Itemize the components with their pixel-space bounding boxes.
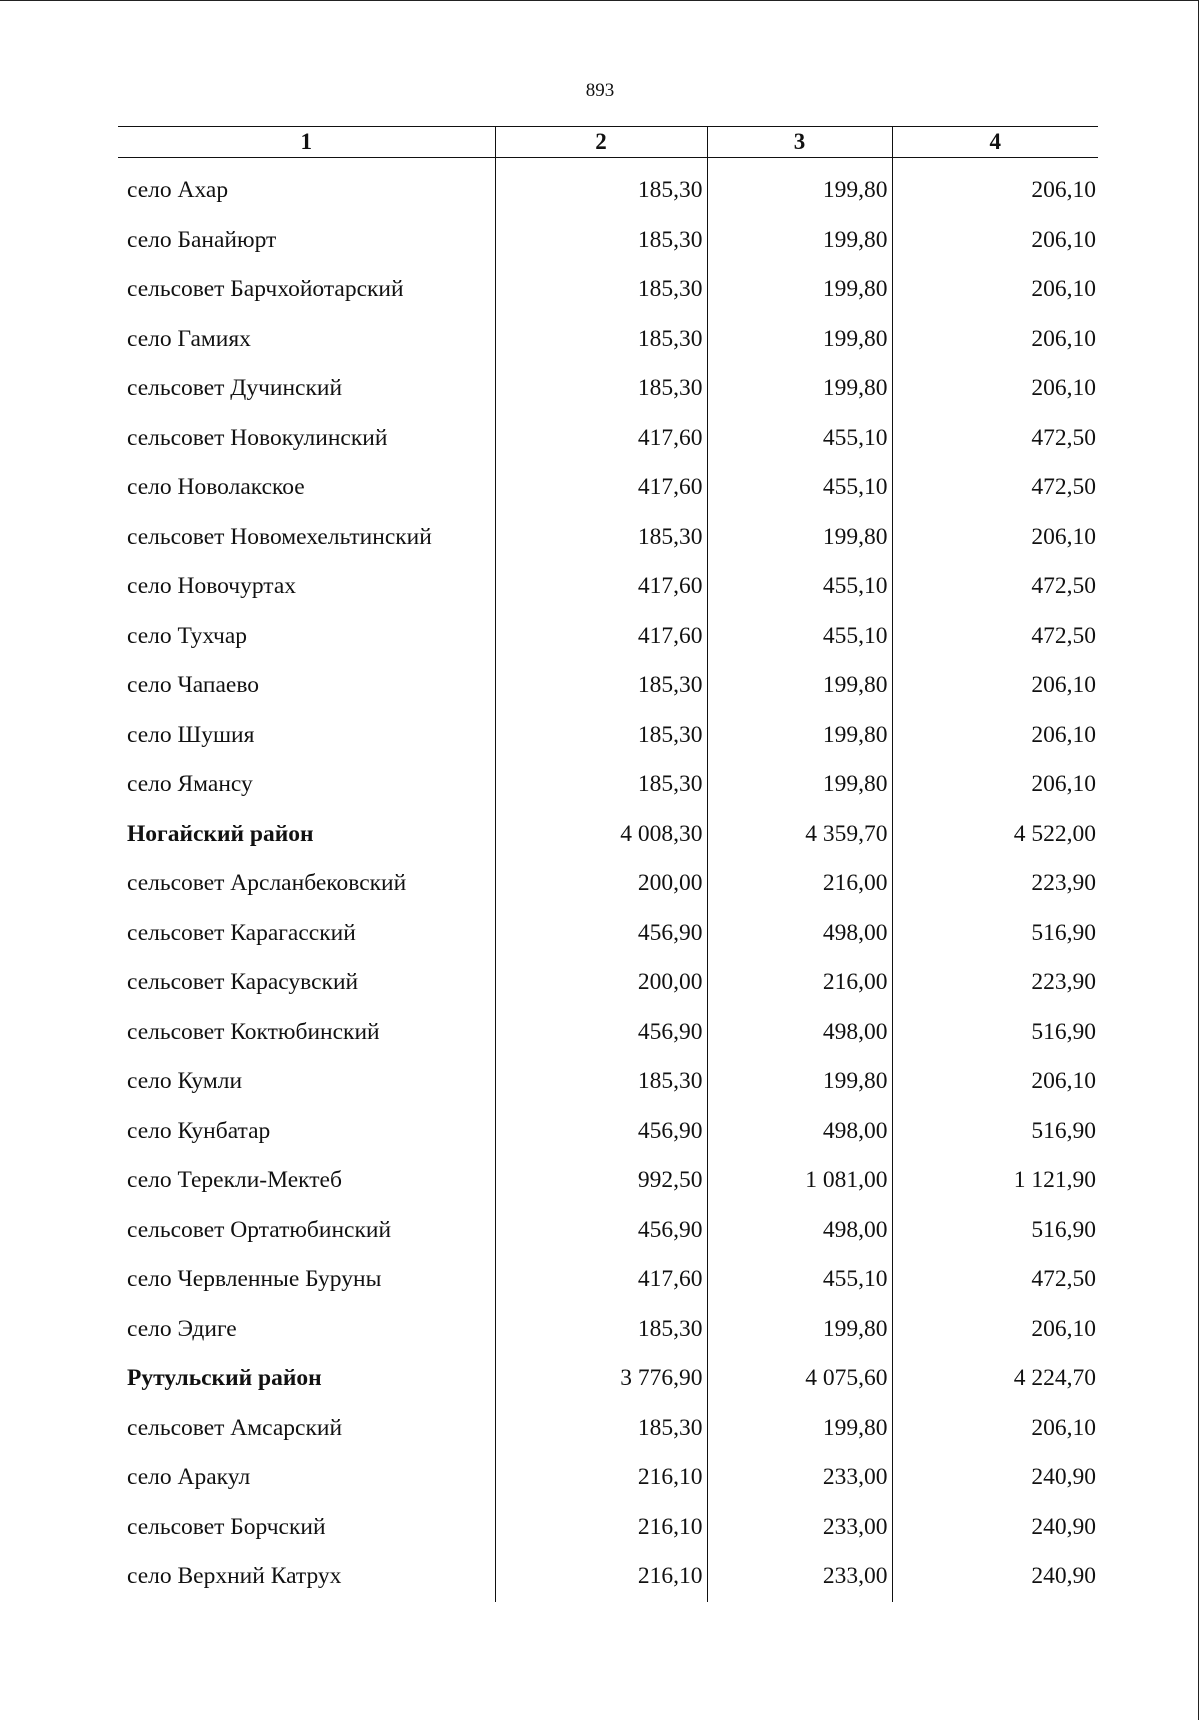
table-row [118, 364, 1098, 414]
row-value-col2: 200,00 [495, 859, 707, 909]
row-value-col2: 456,90 [495, 1008, 707, 1058]
page-number: 893 [585, 80, 615, 101]
row-value-col2: 456,90 [495, 1107, 707, 1157]
table-row [118, 1107, 1098, 1157]
row-name-cell: село Верхний Катрух [127, 1563, 342, 1590]
table-row [118, 1255, 1098, 1305]
row-value-col2: 185,30 [495, 1305, 707, 1355]
table-header-row [118, 127, 1098, 158]
table-body [118, 158, 1098, 1602]
row-value-col2: 3 776,90 [495, 1354, 707, 1404]
row-value-col4: 472,50 [892, 463, 1098, 513]
table-row [118, 513, 1098, 563]
row-value-col4: 206,10 [892, 711, 1098, 761]
row-value-col4: 472,50 [892, 1255, 1098, 1305]
row-value-col3: 199,80 [707, 158, 892, 216]
row-value-col3: 498,00 [707, 1107, 892, 1157]
row-value-col3: 199,80 [707, 315, 892, 365]
row-value-col4: 240,90 [892, 1503, 1098, 1553]
row-name-cell: село Червленные Буруны [127, 1266, 382, 1293]
row-value-col4: 472,50 [892, 414, 1098, 464]
row-value-col3: 216,00 [707, 859, 892, 909]
row-name-cell: село Банайюрт [127, 226, 277, 253]
table-row [118, 1404, 1098, 1454]
row-value-col2: 185,30 [495, 661, 707, 711]
row-value-col2: 185,30 [495, 315, 707, 365]
row-value-col3: 199,80 [707, 1404, 892, 1454]
column-header-4: 4 [892, 127, 1098, 158]
row-value-col3: 455,10 [707, 612, 892, 662]
row-value-col4: 472,50 [892, 612, 1098, 662]
row-name-cell: сельсовет Барчхойотарский [127, 276, 404, 303]
table-row [118, 1305, 1098, 1355]
table-row [118, 909, 1098, 959]
district-row [118, 1354, 1098, 1404]
table-row [118, 265, 1098, 315]
row-value-col2: 216,10 [495, 1552, 707, 1602]
row-name-cell: село Тухчар [127, 622, 248, 649]
table-row [118, 612, 1098, 662]
row-value-col3: 4 075,60 [707, 1354, 892, 1404]
district-row [118, 810, 1098, 860]
row-value-col3: 199,80 [707, 216, 892, 266]
row-value-col3: 199,80 [707, 760, 892, 810]
row-value-col2: 417,60 [495, 1255, 707, 1305]
row-value-col3: 498,00 [707, 909, 892, 959]
table-row [118, 562, 1098, 612]
row-name-cell: село Эдиге [127, 1315, 237, 1342]
row-value-col2: 992,50 [495, 1156, 707, 1206]
row-name-cell: село Кумли [127, 1068, 243, 1095]
data-table-container [118, 126, 1098, 1602]
row-value-col2: 185,30 [495, 1404, 707, 1454]
row-value-col4: 223,90 [892, 859, 1098, 909]
row-value-col3: 199,80 [707, 364, 892, 414]
row-value-col3: 199,80 [707, 711, 892, 761]
row-value-col4: 206,10 [892, 760, 1098, 810]
row-name-cell: сельсовет Новокулинский [127, 424, 388, 451]
row-value-col4: 240,90 [892, 1552, 1098, 1602]
row-name-cell: сельсовет Амсарский [127, 1414, 343, 1441]
row-value-col3: 233,00 [707, 1503, 892, 1553]
table-row [118, 1552, 1098, 1602]
row-value-col2: 185,30 [495, 216, 707, 266]
row-name-cell: Рутульский район [127, 1365, 322, 1392]
row-value-col3: 199,80 [707, 1305, 892, 1355]
row-name-cell: Ногайский район [127, 820, 314, 847]
row-name-cell: сельсовет Дучинский [127, 375, 343, 402]
row-value-col3: 455,10 [707, 562, 892, 612]
row-value-col3: 199,80 [707, 661, 892, 711]
row-value-col2: 185,30 [495, 711, 707, 761]
row-name-cell: сельсовет Новомехельтинский [127, 523, 432, 550]
row-value-col2: 185,30 [495, 364, 707, 414]
table-row [118, 158, 1098, 216]
row-value-col4: 206,10 [892, 1057, 1098, 1107]
row-name-cell: сельсовет Ортатюбинский [127, 1216, 392, 1243]
data-table [118, 126, 1098, 1602]
row-value-col3: 199,80 [707, 513, 892, 563]
table-row [118, 760, 1098, 810]
table-row [118, 315, 1098, 365]
row-value-col4: 206,10 [892, 1305, 1098, 1355]
row-value-col3: 455,10 [707, 414, 892, 464]
row-value-col4: 516,90 [892, 1008, 1098, 1058]
row-value-col4: 206,10 [892, 364, 1098, 414]
table-row [118, 1503, 1098, 1553]
row-value-col4: 516,90 [892, 1206, 1098, 1256]
row-value-col4: 206,10 [892, 158, 1098, 216]
row-value-col3: 199,80 [707, 1057, 892, 1107]
row-value-col4: 4 522,00 [892, 810, 1098, 860]
row-value-col3: 199,80 [707, 265, 892, 315]
table-row [118, 661, 1098, 711]
table-row [118, 1008, 1098, 1058]
row-value-col2: 4 008,30 [495, 810, 707, 860]
table-row [118, 711, 1098, 761]
row-value-col2: 200,00 [495, 958, 707, 1008]
row-value-col4: 516,90 [892, 909, 1098, 959]
row-value-col2: 417,60 [495, 463, 707, 513]
row-name-cell: село Ахар [127, 177, 229, 204]
row-value-col3: 498,00 [707, 1206, 892, 1256]
row-value-col4: 206,10 [892, 661, 1098, 711]
row-value-col3: 455,10 [707, 1255, 892, 1305]
row-name-cell: сельсовет Карасувский [127, 969, 359, 996]
row-value-col2: 216,10 [495, 1453, 707, 1503]
table-row [118, 216, 1098, 266]
row-value-col4: 240,90 [892, 1453, 1098, 1503]
row-name-cell: село Аракул [127, 1464, 251, 1491]
row-value-col4: 206,10 [892, 216, 1098, 266]
row-value-col4: 206,10 [892, 315, 1098, 365]
row-name-cell: село Шушия [127, 721, 255, 748]
row-value-col3: 498,00 [707, 1008, 892, 1058]
row-name-cell: село Новолакское [127, 474, 305, 501]
row-value-col4: 206,10 [892, 513, 1098, 563]
row-name-cell: сельсовет Карагасский [127, 919, 356, 946]
row-value-col2: 216,10 [495, 1503, 707, 1553]
row-name-cell: село Гамиях [127, 325, 251, 352]
column-header-2: 2 [495, 127, 707, 158]
row-value-col3: 233,00 [707, 1453, 892, 1503]
row-value-col3: 1 081,00 [707, 1156, 892, 1206]
row-name-cell: село Ямансу [127, 771, 253, 798]
row-value-col2: 456,90 [495, 909, 707, 959]
row-value-col4: 206,10 [892, 1404, 1098, 1454]
table-row [118, 958, 1098, 1008]
table-row [118, 463, 1098, 513]
row-value-col2: 417,60 [495, 612, 707, 662]
row-value-col2: 185,30 [495, 158, 707, 216]
row-name-cell: село Кунбатар [127, 1117, 271, 1144]
row-value-col2: 185,30 [495, 513, 707, 563]
table-row [118, 1453, 1098, 1503]
column-header-1: 1 [118, 127, 495, 158]
row-name-cell: село Терекли-Мектеб [127, 1167, 342, 1194]
row-value-col2: 185,30 [495, 1057, 707, 1107]
row-value-col3: 4 359,70 [707, 810, 892, 860]
row-value-col3: 455,10 [707, 463, 892, 513]
row-value-col4: 223,90 [892, 958, 1098, 1008]
column-header-3: 3 [707, 127, 892, 158]
row-name-cell: село Чапаево [127, 672, 260, 699]
table-row [118, 414, 1098, 464]
row-value-col2: 417,60 [495, 414, 707, 464]
row-value-col2: 456,90 [495, 1206, 707, 1256]
row-value-col4: 516,90 [892, 1107, 1098, 1157]
row-name-cell: сельсовет Арсланбековский [127, 870, 407, 897]
row-value-col4: 472,50 [892, 562, 1098, 612]
row-name-cell: село Новочуртах [127, 573, 297, 600]
row-name-cell: сельсовет Коктюбинский [127, 1018, 380, 1045]
table-row [118, 859, 1098, 909]
row-value-col2: 185,30 [495, 760, 707, 810]
row-value-col4: 4 224,70 [892, 1354, 1098, 1404]
table-row [118, 1057, 1098, 1107]
row-value-col3: 233,00 [707, 1552, 892, 1602]
row-value-col2: 417,60 [495, 562, 707, 612]
table-row [118, 1156, 1098, 1206]
row-value-col4: 1 121,90 [892, 1156, 1098, 1206]
row-value-col4: 206,10 [892, 265, 1098, 315]
row-value-col3: 216,00 [707, 958, 892, 1008]
row-name-cell: сельсовет Борчский [127, 1513, 326, 1540]
table-row [118, 1206, 1098, 1256]
row-value-col2: 185,30 [495, 265, 707, 315]
